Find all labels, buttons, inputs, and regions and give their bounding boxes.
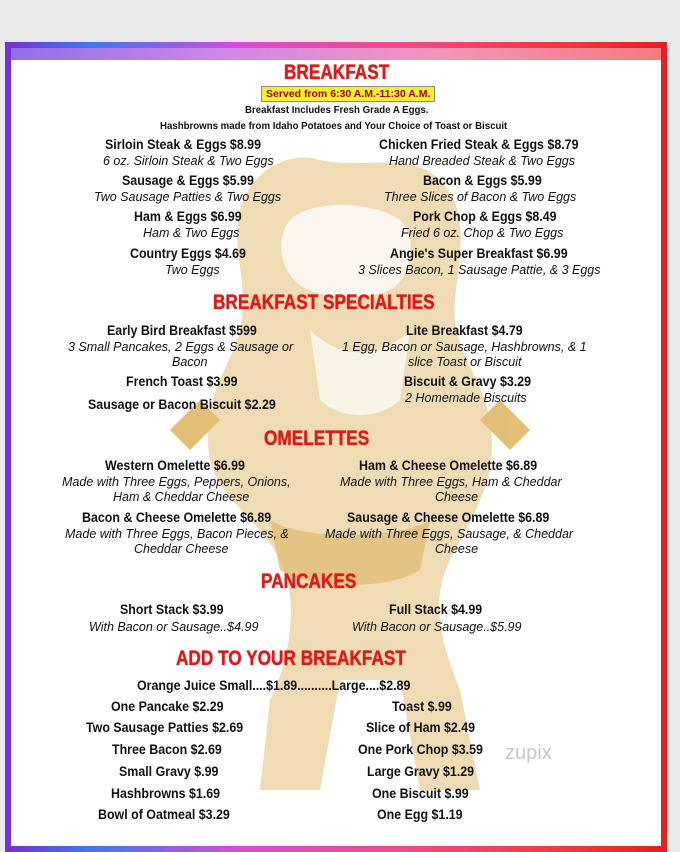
addon-item: Hashbrowns $1.69 [111, 786, 221, 801]
menu-item-ham-cheese-omelette: Ham & Cheese Omelette $6.89 [359, 458, 538, 473]
specialties-heading: BREAKFAST SPECIALTIES [213, 291, 435, 314]
watermark: zupix [505, 742, 552, 764]
addon-item: One Pancake $2.29 [111, 699, 224, 714]
addon-item: One Pork Chop $3.59 [358, 742, 483, 757]
menu-item-bacon-eggs: Bacon & Eggs $5.99 [423, 173, 542, 188]
menu-item-sausage-bacon-biscuit: Sausage or Bacon Biscuit $2.29 [88, 397, 276, 412]
addon-item: Two Sausage Patties $2.69 [86, 720, 244, 735]
menu-item-desc: Fried 6 oz. Chop & Two Eggs [401, 226, 564, 240]
menu-item-short-stack: Short Stack $3.99 [120, 602, 224, 617]
menu-item-desc: Made with Three Eggs, Ham & Cheddar [340, 475, 562, 489]
addon-item: Toast $.99 [392, 699, 452, 714]
menu-item-biscuit-gravy: Biscuit & Gravy $3.29 [404, 374, 532, 389]
addons-heading: ADD TO YOUR BREAKFAST [176, 647, 406, 670]
menu-item-angies-super-breakfast: Angie's Super Breakfast $6.99 [390, 246, 568, 261]
menu-item-desc: Cheese [435, 490, 479, 504]
menu-item-desc: Ham & Two Eggs [143, 226, 240, 240]
breakfast-heading: BREAKFAST [284, 61, 390, 84]
addon-item: Large Gravy $1.29 [367, 764, 475, 779]
menu-item-desc: slice Toast or Biscuit [408, 355, 522, 369]
menu-item-desc: Made with Three Eggs, Sausage, & Cheddar [325, 527, 574, 541]
menu-item-western-omelette: Western Omelette $6.99 [105, 458, 245, 473]
addon-item: Bowl of Oatmeal $3.29 [98, 807, 230, 822]
pancakes-heading: PANCAKES [261, 570, 357, 593]
addon-item: Slice of Ham $2.49 [366, 720, 476, 735]
menu-item-desc: Three Slices of Bacon & Two Eggs [384, 190, 577, 204]
menu-item-desc: Cheese [435, 542, 479, 556]
menu-item-desc: 2 Homemade Biscuits [405, 391, 527, 405]
menu-item-sausage-eggs: Sausage & Eggs $5.99 [122, 173, 254, 188]
menu-item-desc: 6 oz. Sirloin Steak & Two Eggs [103, 154, 274, 168]
menu-item-desc: 1 Egg, Bacon or Sausage, Hashbrowns, & 1 [342, 340, 587, 354]
served-hours: Served from 6:30 A.M.-11:30 A.M. [261, 86, 435, 102]
menu-item-desc: 3 Slices Bacon, 1 Sausage Pattie, & 3 Eggs [358, 263, 601, 277]
omelettes-heading: OMELETTES [264, 427, 370, 450]
addon-item: Three Bacon $2.69 [112, 742, 222, 757]
menu-item-country-eggs: Country Eggs $4.69 [130, 246, 246, 261]
menu-item-desc: Made with Three Eggs, Peppers, Onions, [62, 475, 291, 489]
addon-orange-juice: Orange Juice Small....$1.89..........Large....$2.89 [137, 678, 411, 693]
menu-item-desc: Bacon [172, 355, 208, 369]
menu-item-french-toast: French Toast $3.99 [126, 374, 238, 389]
menu-item-bacon-cheese-omelette: Bacon & Cheese Omelette $6.89 [82, 510, 272, 525]
breakfast-note-eggs: Breakfast Includes Fresh Grade A Eggs. [245, 104, 429, 116]
menu-item-sausage-cheese-omelette: Sausage & Cheese Omelette $6.89 [347, 510, 550, 525]
menu-item-full-stack: Full Stack $4.99 [389, 602, 483, 617]
menu-item-early-bird: Early Bird Breakfast $599 [107, 323, 257, 338]
breakfast-note-hashbrowns: Hashbrowns made from Idaho Potatoes and Your Choice of Toast or Biscuit [160, 120, 508, 132]
menu-item-chicken-fried-steak: Chicken Fried Steak & Eggs $8.79 [379, 137, 579, 152]
menu-item-sirloin: Sirloin Steak & Eggs $8.99 [105, 137, 262, 152]
menu-item-desc: Hand Breaded Steak & Two Eggs [389, 154, 575, 168]
addon-item: Small Gravy $.99 [119, 764, 219, 779]
menu-item-desc: Two Sausage Patties & Two Eggs [94, 190, 282, 204]
menu-item-desc: With Bacon or Sausage..$5.99 [352, 620, 522, 634]
menu-item-desc: With Bacon or Sausage..$4.99 [89, 620, 259, 634]
menu-item-lite-breakfast: Lite Breakfast $4.79 [406, 323, 523, 338]
menu-item-desc: 3 Small Pancakes, 2 Eggs & Sausage or [68, 340, 294, 354]
menu-item-desc: Cheddar Cheese [134, 542, 229, 556]
menu-item-desc: Made with Three Eggs, Bacon Pieces, & [65, 527, 289, 541]
addon-item: One Biscuit $.99 [372, 786, 469, 801]
menu-item-desc: Ham & Cheddar Cheese [113, 490, 250, 504]
menu-item-ham-eggs: Ham & Eggs $6.99 [134, 209, 242, 224]
menu-item-desc: Two Eggs [165, 263, 220, 277]
menu-item-pork-chop-eggs: Pork Chop & Eggs $8.49 [413, 209, 557, 224]
addon-item: One Egg $1.19 [377, 807, 463, 822]
